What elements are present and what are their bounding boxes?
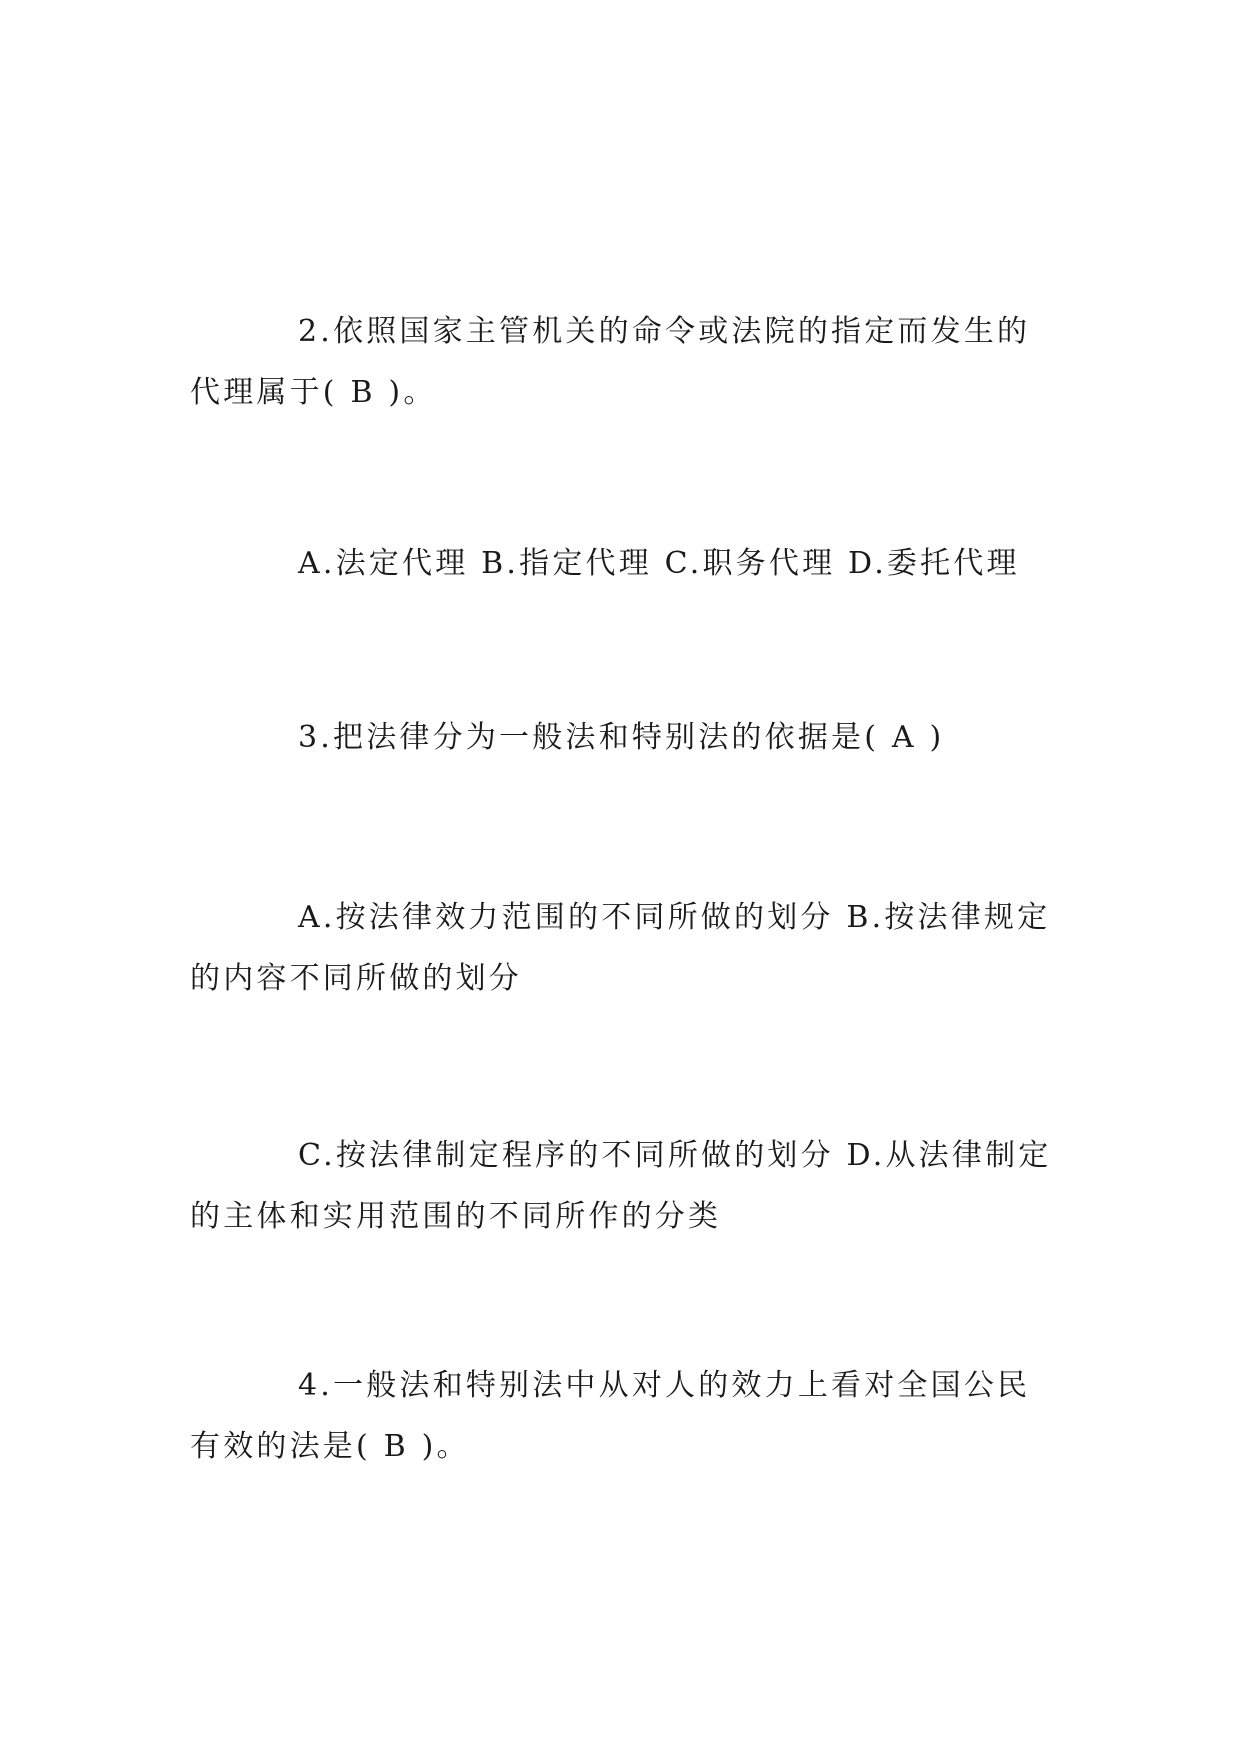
- question-3-stem: 3.把法律分为一般法和特别法的依据是( A ): [298, 720, 945, 755]
- question-3-options-ab: A.按法律效力范围的不同所做的划分 B.按法律规定的内容不同所做的划分: [190, 900, 1051, 996]
- question-4-stem: 4.一般法和特别法中从对人的效力上看对全国公民有效的法是( B )。: [190, 1368, 1031, 1464]
- question-2-options: A.法定代理 B.指定代理 C.职务代理 D.委托代理: [298, 546, 1020, 581]
- question-3-options-cd: C.按法律制定程序的不同所做的划分 D.从法律制定的主体和实用范围的不同所作的分类: [190, 1138, 1052, 1234]
- question-2-stem: 2.依照国家主管机关的命令或法院的指定而发生的代理属于( B )。: [190, 314, 1031, 410]
